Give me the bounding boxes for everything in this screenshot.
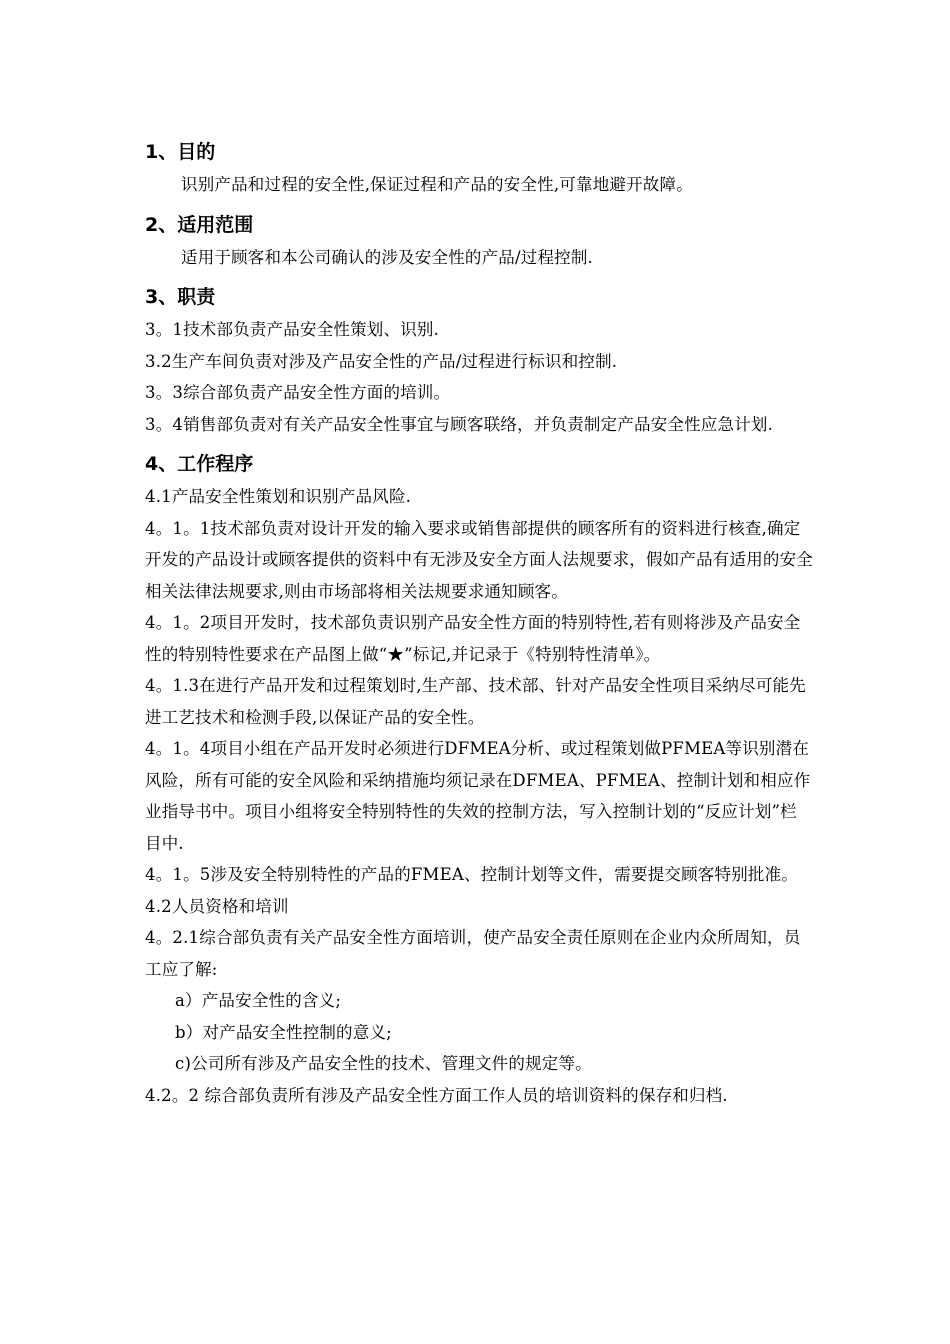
section-heading: 3、职责 (145, 286, 216, 308)
paragraph: 3。3综合部负责产品安全性方面的培训。 (145, 383, 451, 402)
paragraph: 4.2人员资格和培训 (145, 896, 289, 916)
section-purpose (145, 137, 813, 201)
paragraph: 4。1。1技术部负责对设计开发的输入要求或销售部提供的顾客所有的资料进行核查,确定开发的产品设计或顾客提供的资料中有无涉及安全方面人法规要求，假如产品有适用的安全相关法律法规要求,则由市场部将相关法规要求通知顾客。 (145, 518, 813, 601)
paragraph: 3。4销售部负责对有关产品安全性事宜与顾客联络，并负责制定产品安全性应急计划. (145, 414, 774, 434)
section-heading: 2、适用范围 (145, 213, 254, 236)
paragraph: 适用于顾客和本公司确认的涉及安全性的产品/过程控制. (181, 247, 594, 267)
list-item: a）产品安全性的含义; (175, 991, 342, 1010)
section-responsibilities (145, 282, 813, 440)
section-scope (145, 210, 813, 274)
paragraph: 4。1。4项目小组在产品开发时必须进行DFMEA分析、或过程策划做PFMEA等识别潜在风险，所有可能的安全风险和采纳措施均须记录在DFMEA、PFMEA、控制计划和相应作业指导书中。项目小组将安全特别特性的失效的控制方法，写入控制计划的“反应计划”栏目中. (145, 739, 811, 853)
section-heading: 4、工作程序 (145, 453, 254, 475)
section-heading: 1、目的 (145, 141, 216, 163)
paragraph: 4。1。5涉及安全特别特性的产品的FMEA、控制计划等文件，需要提交顾客特别批准。 (145, 865, 798, 884)
paragraph: 识别产品和过程的安全性,保证过程和产品的安全性,可靠地避开故障。 (181, 175, 693, 194)
paragraph: 4。2.1综合部负责有关产品安全性方面培训，使产品安全责任原则在企业内众所周知，员工应了解: (145, 928, 801, 979)
paragraph: 3。1技术部负责产品安全性策划、识别. (145, 320, 440, 339)
paragraph: 4。1.3在进行产品开发和过程策划时,生产部、技术部、针对产品安全性项目采纳尽可能先进工艺技术和检测手段,以保证产品的安全性。 (145, 676, 806, 727)
paragraph: 4。1。2项目开发时，技术部负责识别产品安全性方面的特别特性,若有则将涉及产品安全性的特别特性要求在产品图上做“★”标记,并记录于《特别特性清单》。 (145, 613, 801, 664)
document-page (145, 137, 813, 1111)
section-procedure (145, 449, 813, 1111)
list-item: b）对产品安全性控制的意义; (175, 1022, 392, 1042)
paragraph: 4.2。2 综合部负责所有涉及产品安全性方面工作人员的培训资料的保存和归档. (145, 1085, 728, 1105)
paragraph: 3.2生产车间负责对涉及产品安全性的产品/过程进行标识和控制. (145, 351, 618, 371)
paragraph: 4.1产品安全性策划和识别产品风险. (145, 487, 412, 506)
list-item: c)公司所有涉及产品安全性的技术、管理文件的规定等。 (175, 1054, 592, 1073)
